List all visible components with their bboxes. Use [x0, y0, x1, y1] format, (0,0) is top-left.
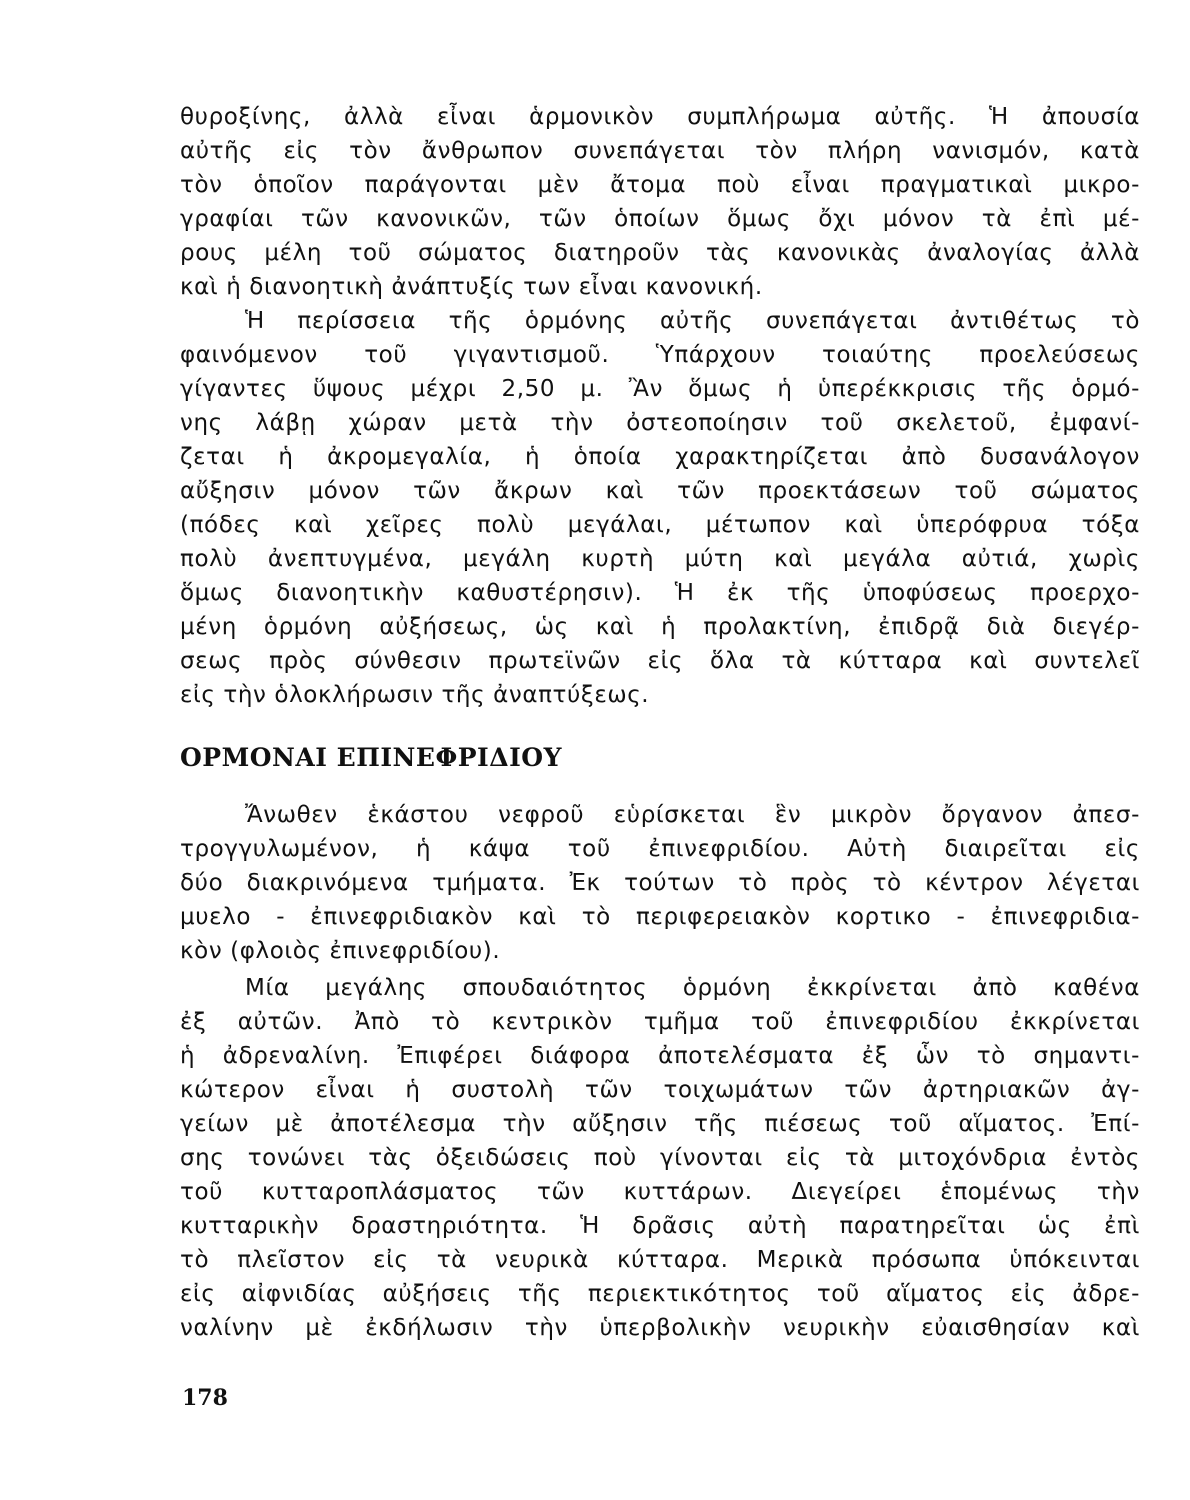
text-line: εἰς τὴν ὁλοκλήρωσιν τῆς ἀναπτύξεως.	[180, 682, 650, 708]
text-line: ζεται ἡ ἀκρομεγαλία, ἡ ὁποία χαρακτηρίζεται ἀπὸ δυσανάλογον	[180, 444, 1140, 470]
text-line: (πόδες καὶ χεῖρες πολὺ μεγάλαι, μέτωπον καὶ ὑπερόφρυα τόξα	[180, 512, 1140, 538]
text-line: κυτταρικὴν δραστηριότητα. Ἡ δρᾶσις αὐτὴ παρατηρεῖται ὡς ἐπὶ	[180, 1213, 1140, 1239]
text-line: κώτερον εἶναι ἡ συστολὴ τῶν τοιχωμάτων τῶν ἀρτηριακῶν ἀγ-	[180, 1077, 1140, 1103]
text-line: τρογγυλωμένον, ἡ κάψα τοῦ ἐπινεφριδίου. Αὐτὴ διαιρεῖται εἰς	[180, 836, 1140, 862]
text-line: ρους μέλη τοῦ σώματος διατηροῦν τὰς κανονικὰς ἀναλογίας ἀλλὰ	[180, 240, 1140, 266]
text-line: νης λάβῃ χώραν μετὰ τὴν ὀστεοποίησιν τοῦ σκελετοῦ, ἐμφανί-	[180, 410, 1140, 436]
section-heading: ΟΡΜΟΝΑΙ ΕΠΙΝΕΦΡΙΔΙΟΥ	[180, 743, 562, 772]
text-line: σεως πρὸς σύνθεσιν πρωτεϊνῶν εἰς ὅλα τὰ κύτταρα καὶ συντελεῖ	[180, 648, 1140, 674]
text-line: τοῦ κυτταροπλάσματος τῶν κυττάρων. Διεγείρει ἑπομένως τὴν	[180, 1179, 1140, 1205]
text-line: μένη ὁρμόνη αὐξήσεως, ὡς καὶ ἡ προλακτίνη, ἐπιδρᾷ διὰ διεγέρ-	[180, 614, 1140, 640]
text-line: τὸ πλεῖστον εἰς τὰ νευρικὰ κύτταρα. Μερικὰ πρόσωπα ὑπόκεινται	[180, 1247, 1140, 1273]
text-line: εἰς αἰφνιδίας αὐξήσεις τῆς περιεκτικότητος τοῦ αἵματος εἰς ἀδρε-	[180, 1281, 1140, 1307]
text-line: ὅμως διανοητικὴν καθυστέρησιν). Ἡ ἐκ τῆς ὑποφύσεως προερχο-	[180, 580, 1140, 606]
text-line: μυελο - ἐπινεφριδιακὸν καὶ τὸ περιφερειακὸν κορτικο - ἐπινεφριδια-	[180, 904, 1140, 930]
text-line: ἡ ἀδρεναλίνη. Ἐπιφέρει διάφορα ἀποτελέσματα ἐξ ὧν τὸ σημαντι-	[180, 1043, 1140, 1069]
text-line: γραφίαι τῶν κανονικῶν, τῶν ὁποίων ὅμως ὄχι μόνον τὰ ἐπὶ μέ-	[180, 206, 1140, 232]
text-line: τὸν ὁποῖον παράγονται μὲν ἄτομα ποὺ εἶναι πραγματικαὶ μικρο-	[180, 172, 1140, 198]
text-line: σης τονώνει τὰς ὀξειδώσεις ποὺ γίνονται εἰς τὰ μιτοχόνδρια ἐντὸς	[180, 1145, 1140, 1171]
text-line: αὐτῆς εἰς τὸν ἄνθρωπον συνεπάγεται τὸν πλήρη νανισμόν, κατὰ	[180, 138, 1140, 164]
text-line: Μία μεγάλης σπουδαιότητος ὁρμόνη ἐκκρίνεται ἀπὸ καθένα	[245, 975, 1140, 1001]
text-line: γείων μὲ ἀποτέλεσμα τὴν αὔξησιν τῆς πιέσεως τοῦ αἵματος. Ἐπί-	[180, 1111, 1140, 1137]
text-line: Ἡ περίσσεια τῆς ὁρμόνης αὐτῆς συνεπάγεται ἀντιθέτως τὸ	[245, 308, 1140, 334]
page-number: 178	[182, 1385, 228, 1411]
text-line: φαινόμενον τοῦ γιγαντισμοῦ. Ὑπάρχουν τοιαύτης προελεύσεως	[180, 342, 1140, 368]
text-line: γίγαντες ὕψους μέχρι 2,50 μ. Ἂν ὅμως ἡ ὑπερέκκρισις τῆς ὁρμό-	[180, 376, 1140, 402]
text-line: πολὺ ἀνεπτυγμένα, μεγάλη κυρτὴ μύτη καὶ μεγάλα αὐτιά, χωρὶς	[180, 546, 1140, 572]
text-line: καὶ ἡ διανοητικὴ ἀνάπτυξίς των εἶναι κανονική.	[180, 274, 763, 300]
text-line: αὔξησιν μόνον τῶν ἄκρων καὶ τῶν προεκτάσεων τοῦ σώματος	[180, 478, 1140, 504]
text-line: δύο διακρινόμενα τμήματα. Ἐκ τούτων τὸ πρὸς τὸ κέντρον λέγεται	[180, 870, 1140, 896]
text-line: Ἄνωθεν ἑκάστου νεφροῦ εὑρίσκεται ἓν μικρὸν ὄργανον ἀπεσ-	[245, 802, 1140, 828]
text-line: ἐξ αὐτῶν. Ἀπὸ τὸ κεντρικὸν τμῆμα τοῦ ἐπινεφριδίου ἐκκρίνεται	[180, 1009, 1140, 1035]
text-line: κὸν (φλοιὸς ἐπινεφριδίου).	[180, 938, 501, 964]
text-line: θυροξίνης, ἀλλὰ εἶναι ἁρμονικὸν συμπλήρωμα αὐτῆς. Ἡ ἀπουσία	[180, 104, 1140, 130]
text-line: ναλίνην μὲ ἐκδήλωσιν τὴν ὑπερβολικὴν νευρικὴν εὐαισθησίαν καὶ	[180, 1315, 1140, 1341]
